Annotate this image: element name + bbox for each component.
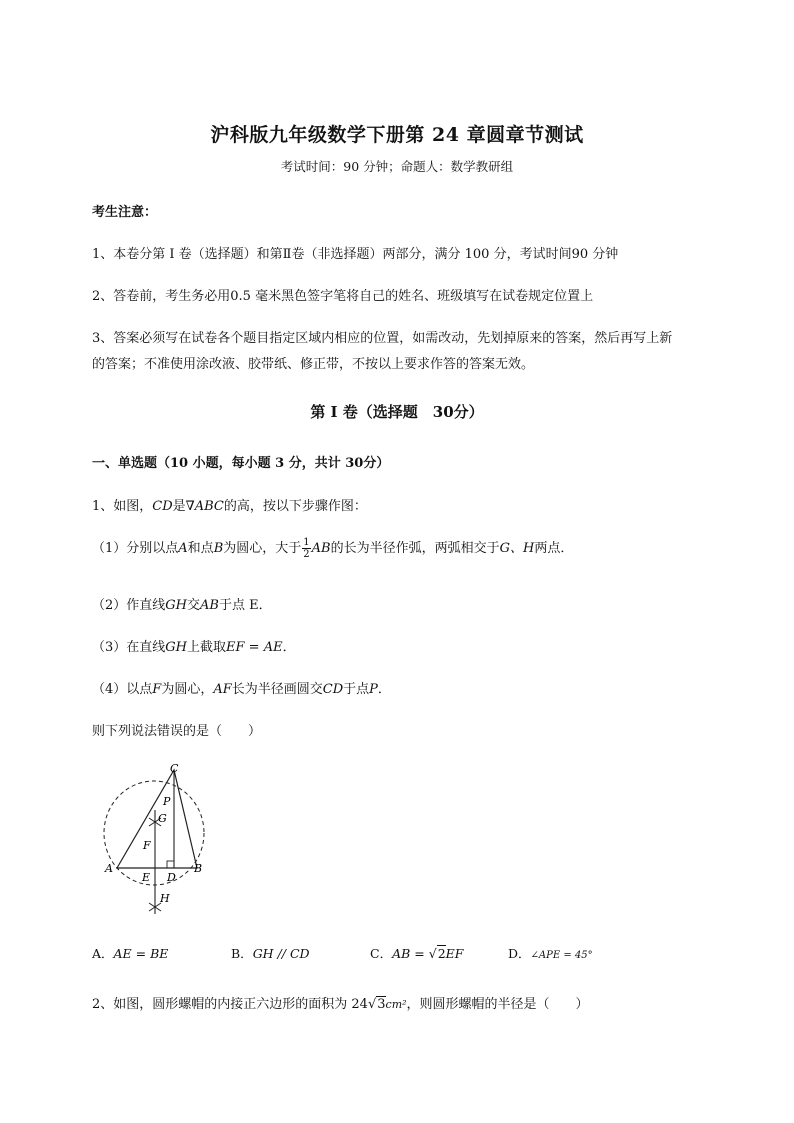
q2-stem — [92, 993, 589, 1012]
frac-numerator: 1 — [303, 537, 310, 548]
q2-unit: cm² — [385, 998, 407, 1011]
s1-AB: AB — [311, 541, 331, 556]
s2-AB: AB — [200, 598, 219, 613]
q1-cd: CD — [152, 499, 173, 514]
page-title: 沪科版九年级数学下册第 24 章圆章节测试 — [210, 124, 584, 146]
option-c-post: EF — [445, 946, 464, 961]
label-A: A — [105, 862, 113, 875]
option-d[interactable] — [508, 944, 593, 962]
q1-geometry-figure — [98, 760, 218, 920]
label-F: F — [143, 839, 151, 852]
label-E: E — [142, 871, 151, 884]
option-d-label: D． — [508, 946, 531, 961]
exam-subtitle: 考试时间：90 分钟；命题人：数学教研组 — [280, 159, 514, 174]
s3-b: 上截取 — [187, 640, 227, 655]
q2-stem-a: 2、如图，圆形螺帽的内接正六边形的面积为 24 — [92, 997, 368, 1012]
part-heading: 一、单选题（10 小题，每小题 3 分，共计 30分） — [92, 456, 390, 471]
notice-heading: 考生注意： — [92, 205, 158, 220]
s4-AF: AF — [213, 682, 232, 697]
s1-d: 的长为半径作弧，两弧相交于 — [330, 541, 500, 556]
q1-step-3 — [92, 636, 296, 655]
option-c-pre: AB = — [392, 946, 429, 961]
q2-radicand: 3 — [377, 997, 386, 1012]
s1-A: A — [178, 541, 188, 556]
label-C: C — [170, 762, 179, 775]
option-c[interactable] — [370, 944, 463, 962]
s2-c: 于点 E． — [218, 598, 272, 613]
s1-c: 为圆心，大于 — [223, 541, 302, 556]
sqrt-icon: √ — [428, 946, 437, 961]
one-half-fraction — [302, 537, 310, 560]
s3-a: （3）在直线 — [92, 640, 166, 655]
q1-stem-b: 是 — [172, 499, 186, 514]
label-G: G — [158, 812, 167, 825]
s4-CD: CD — [322, 682, 344, 697]
option-a-text: AE = BE — [113, 946, 169, 961]
option-a[interactable] — [92, 944, 168, 962]
notice-item-3: 3、答案必须写在试卷各个题目指定区域内相应的位置，如需改动，先划掉原来的答案，然后再写上新 — [92, 331, 673, 346]
s4-a: （4）以点 — [92, 682, 153, 697]
option-b-label: B． — [231, 946, 253, 961]
s3-c: ． — [282, 640, 296, 655]
s4-b: 为圆心， — [161, 682, 214, 697]
q1-prompt: 则下列说法错误的是（ ） — [92, 724, 262, 739]
s2-b: 交 — [187, 598, 201, 613]
q1-step-1 — [92, 537, 573, 560]
q1-triangle: ∇ABC — [185, 499, 224, 514]
q1-step-2 — [92, 594, 272, 613]
q1-stem — [92, 495, 367, 514]
s1-B: B — [213, 541, 224, 556]
section-title: 第 I 卷（选择题 30分） — [310, 403, 484, 421]
q1-step-4 — [92, 678, 391, 697]
s2-a: （2）作直线 — [92, 598, 166, 613]
s1-e: 两点． — [534, 541, 574, 556]
s4-c: 长为半径画圆交 — [231, 682, 323, 697]
s2-GH: GH — [165, 598, 188, 613]
right-angle-mark — [167, 861, 174, 868]
triangle-abc — [117, 770, 197, 868]
frac-denominator: 2 — [303, 549, 310, 560]
s4-P: P — [369, 682, 378, 697]
notice-item-3-cont: 的答案；不准使用涂改液、胶带纸、修正带，不按以上要求作答的答案无效。 — [92, 357, 535, 372]
s1-GH: G、H — [499, 541, 535, 556]
s4-e: ． — [377, 682, 391, 697]
s1-a: （1）分别以点 — [92, 541, 179, 556]
label-H: H — [160, 892, 170, 905]
s4-F: F — [152, 682, 162, 697]
s3-eq: EF = AE — [226, 640, 283, 655]
s1-b: 和点 — [187, 541, 214, 556]
s3-GH: GH — [165, 640, 188, 655]
q2-stem-b: ，则圆形螺帽的半径是（ ） — [406, 997, 589, 1012]
label-B: B — [194, 862, 203, 875]
q1-stem-a: 1、如图， — [92, 499, 153, 514]
option-b-text: GH // CD — [252, 946, 310, 961]
sqrt-icon: √ — [367, 997, 377, 1012]
option-b[interactable] — [231, 944, 310, 962]
notice-item-2: 2、答卷前，考生务必用0.5 毫米黑色签字笔将自己的姓名、班级填写在试卷规定位置上 — [92, 289, 594, 304]
option-a-label: A． — [92, 946, 114, 961]
label-D: D — [167, 871, 176, 884]
option-c-label: C． — [370, 946, 393, 961]
option-c-radicand: 2 — [437, 946, 446, 961]
option-d-text: ∠APE = 45° — [530, 950, 593, 961]
label-P: P — [163, 795, 171, 808]
q1-stem-c: 的高，按以下步骤作图： — [223, 499, 367, 514]
notice-item-1: 1、本卷分第 I 卷（选择题）和第Ⅱ卷（非选择题）两部分，满分 100 分，考试时间90 分钟 — [92, 247, 619, 262]
s4-d: 于点 — [343, 682, 370, 697]
